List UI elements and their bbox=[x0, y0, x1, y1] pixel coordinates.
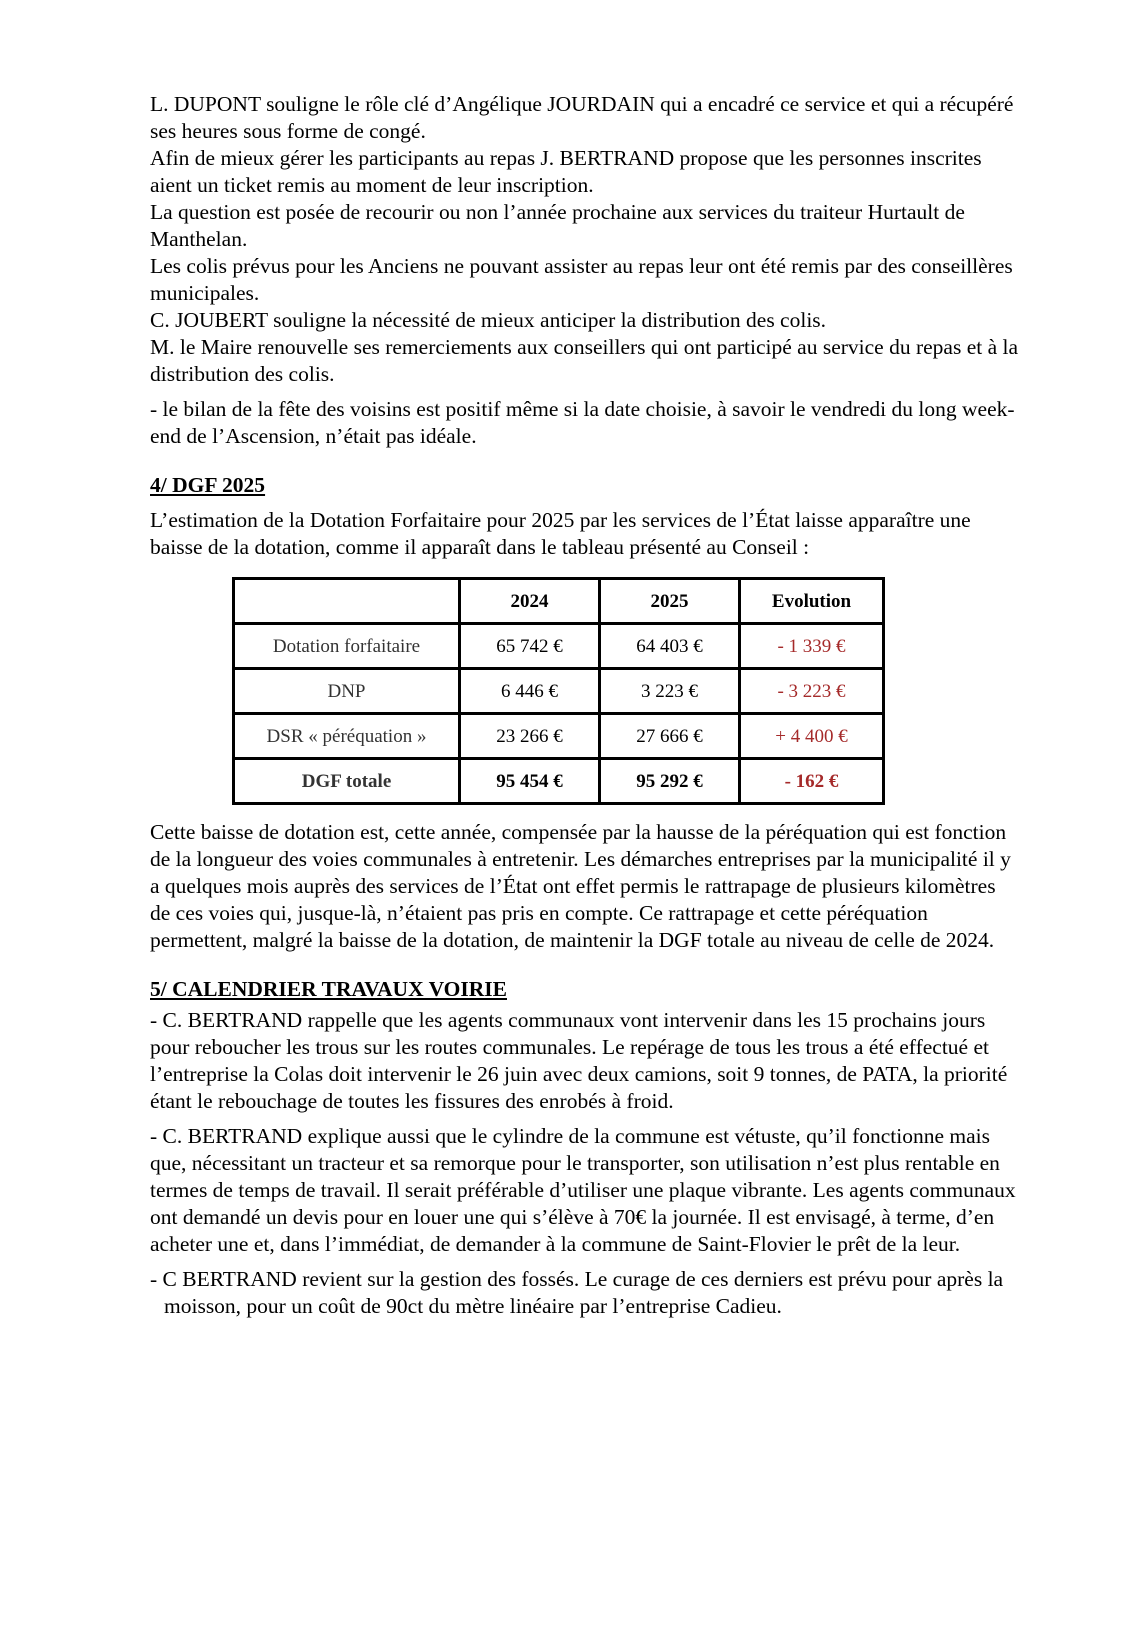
table-row-label: DSR « péréquation » bbox=[234, 714, 460, 759]
table-header-cell: Evolution bbox=[740, 579, 884, 624]
paragraph-bertrand-ticket: Afin de mieux gérer les participants au repas J. BERTRAND propose que les personnes inscrites aient un ticket remis au moment de leur inscription. bbox=[150, 146, 982, 197]
table-total-cell: 95 292 € bbox=[600, 759, 740, 804]
table-header-row bbox=[234, 579, 884, 624]
paragraph-traiteur: La question est posée de recourir ou non l’année prochaine aux services du traiteur Hurtault de Manthelan. bbox=[150, 200, 965, 251]
document-body bbox=[150, 91, 1020, 1320]
table-cell-evolution: - 1 339 € bbox=[740, 624, 884, 669]
table-total-row bbox=[234, 759, 884, 804]
paragraph-voirie-trous: - C. BERTRAND rappelle que les agents communaux vont intervenir dans les 15 prochains jours pour reboucher les trous sur les routes communales. Le repérage de tous les trous a été effectué et l’entreprise la Colas doit intervenir le 26 juin avec deux camions, soit 9 tonnes, de PATA, la priorité étant le rebouchage de toutes les fissures des enrobés à froid. bbox=[150, 1008, 1008, 1113]
table-cell: 3 223 € bbox=[600, 669, 740, 714]
table-total-evolution: - 162 € bbox=[740, 759, 884, 804]
table-header-cell bbox=[234, 579, 460, 624]
table-total-label: DGF totale bbox=[234, 759, 460, 804]
table-cell: 64 403 € bbox=[600, 624, 740, 669]
table-row bbox=[234, 624, 884, 669]
paragraph-dgf-intro: L’estimation de la Dotation Forfaitaire pour 2025 par les services de l’État laisse apparaître une baisse de la dotation, comme il apparaît dans le tableau présenté au Conseil : bbox=[150, 508, 971, 559]
table-row-label: DNP bbox=[234, 669, 460, 714]
paragraph-colis: Les colis prévus pour les Anciens ne pouvant assister au repas leur ont été remis par des conseillères municipales. bbox=[150, 254, 1013, 305]
table-cell-evolution: - 3 223 € bbox=[740, 669, 884, 714]
table-cell: 65 742 € bbox=[460, 624, 600, 669]
table-cell: 23 266 € bbox=[460, 714, 600, 759]
section-heading-voirie: 5/ CALENDRIER TRAVAUX VOIRIE bbox=[150, 977, 507, 1001]
table-cell: 27 666 € bbox=[600, 714, 740, 759]
table-header-cell: 2025 bbox=[600, 579, 740, 624]
dgf-table bbox=[232, 577, 885, 805]
paragraph-voirie-cylindre: - C. BERTRAND explique aussi que le cylindre de la commune est vétuste, qu’il fonctionne mais que, nécessitant un tracteur et sa remorque pour le transporter, son utilisation n’est plus rentable en termes de temps de travail. Il serait préférable d’utiliser une plaque vibrante. Les agents communaux ont demandé un devis pour en louer une qui s’élève à 70€ la journée. Il est envisagé, à terme, d’en acheter une et, dans l’immédiat, de demander à la commune de Saint-Flovier le prêt de la leur. bbox=[150, 1124, 1016, 1256]
table-row bbox=[234, 669, 884, 714]
table-cell-evolution: + 4 400 € bbox=[740, 714, 884, 759]
paragraph-dupont: L. DUPONT souligne le rôle clé d’Angélique JOURDAIN qui a encadré ce service et qui a récupéré ses heures sous forme de congé. bbox=[150, 92, 1014, 143]
paragraph-joubert: C. JOUBERT souligne la nécessité de mieux anticiper la distribution des colis. bbox=[150, 308, 827, 332]
paragraph-maire: M. le Maire renouvelle ses remerciements aux conseillers qui ont participé au service du repas et à la distribution des colis. bbox=[150, 335, 1019, 386]
table-row bbox=[234, 714, 884, 759]
paragraph-dgf-conclusion: Cette baisse de dotation est, cette année, compensée par la hausse de la péréquation qui est fonction de la longueur des voies communales à entretenir. Les démarches entreprises par la municipalité il y a quelques mois auprès des services de l’État ont effet permis le rattrapage de plusieurs kilomètres de ces voies qui, jusque-là, n’étaient pas pris en compte. Ce rattrapage et cette péréquation permettent, malgré la baisse de la dotation, de maintenir la DGF totale au niveau de celle de 2024. bbox=[150, 820, 1011, 952]
table-header-cell: 2024 bbox=[460, 579, 600, 624]
paragraph-fete-voisins: - le bilan de la fête des voisins est positif même si la date choisie, à savoir le vendredi du long week-end de l’Ascension, n’était pas idéale. bbox=[150, 397, 1015, 448]
section-heading-dgf: 4/ DGF 2025 bbox=[150, 473, 266, 497]
paragraph-voirie-fosses: - C BERTRAND revient sur la gestion des fossés. Le curage de ces derniers est prévu pour après la moisson, pour un coût de 90ct du mètre linéaire par l’entreprise Cadieu. bbox=[150, 1267, 1004, 1318]
table-row-label: Dotation forfaitaire bbox=[234, 624, 460, 669]
table-total-cell: 95 454 € bbox=[460, 759, 600, 804]
table-cell: 6 446 € bbox=[460, 669, 600, 714]
